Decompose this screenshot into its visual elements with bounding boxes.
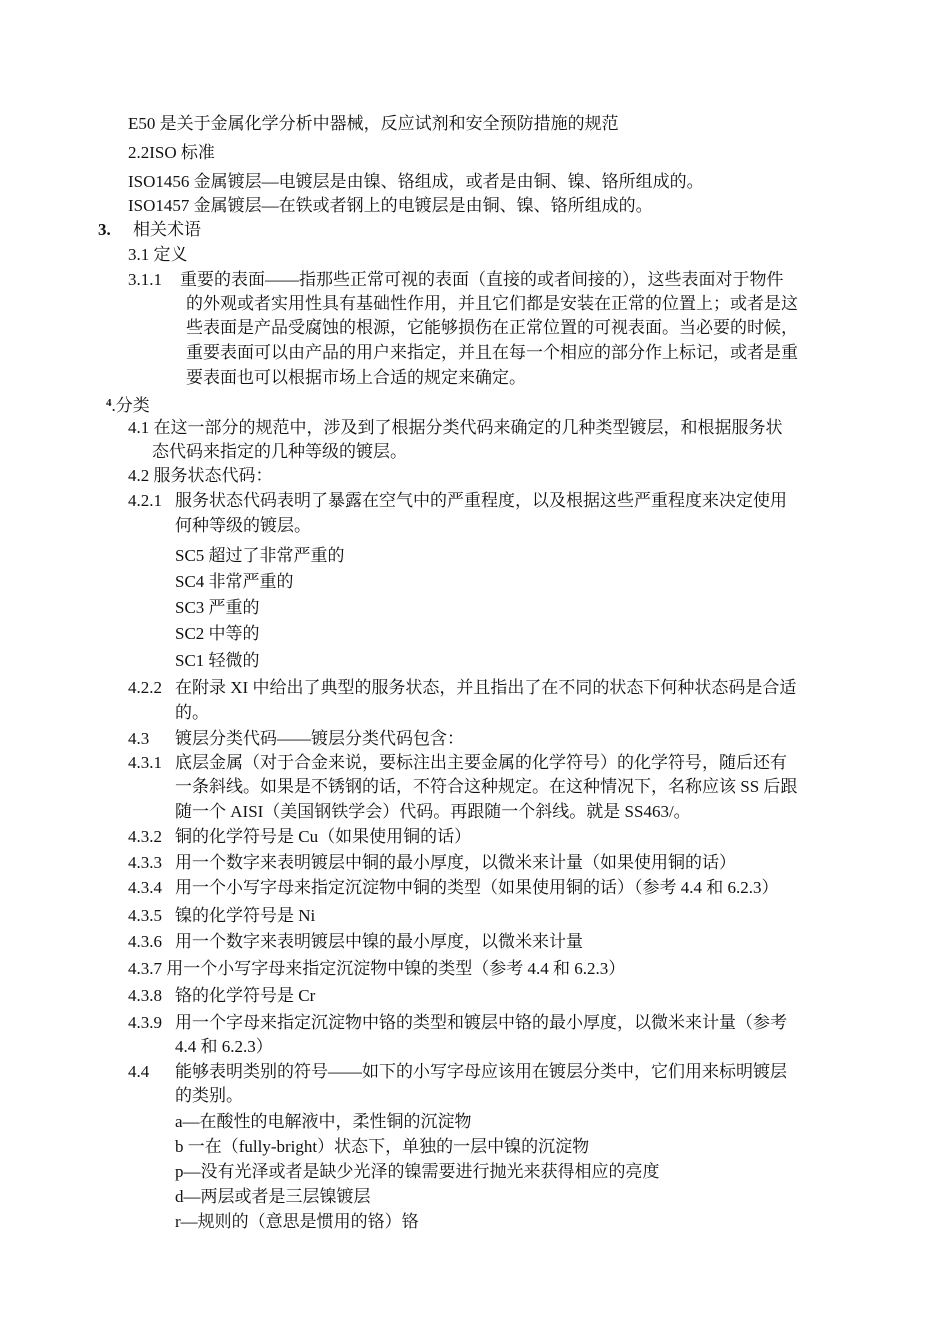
section-4-2-heading: 4.2 服务状态代码： xyxy=(128,466,273,485)
section-3-1-1-line-4: 重要表面可以由产品的用户来指定，并且在每一个相应的部分作上标记，或者是重 xyxy=(186,343,798,362)
section-4-2-2-line-2: 的。 xyxy=(175,703,209,722)
section-4-number: 4 xyxy=(106,397,112,409)
section-4-3-2-text: 铜的化学符号是 Cu（如果使用铜的话） xyxy=(175,827,472,846)
section-4-1-line-2: 态代码来指定的几种等级的镀层。 xyxy=(152,442,407,461)
section-4-3-8-text: 铬的化学符号是 Cr xyxy=(175,986,316,1005)
section-4-3-1-line-3: 随一个 AISI（美国钢铁学会）代码。再跟随一个斜线。就是 SS463/。 xyxy=(175,802,691,821)
section-3-1-1-line-3: 些表面是产品受腐蚀的根源，它能够损伤在正常位置的可视表面。当必要的时候， xyxy=(186,318,798,337)
section-3-1-1-line-2: 的外观或者实用性具有基础性作用，并且它们都是安装在正常的位置上；或者是这 xyxy=(186,294,798,313)
section-4-heading xyxy=(106,391,150,418)
section-4-3-6-text: 用一个数字来表明镀层中镍的最小厚度，以微米来计量 xyxy=(175,932,583,951)
section-4-4-line-2: 的类别。 xyxy=(175,1086,243,1105)
section-4-title: .分类 xyxy=(111,396,150,415)
section-4-3-5-number: 4.3.5 xyxy=(128,906,162,925)
section-4-3-8-number: 4.3.8 xyxy=(128,986,162,1005)
category-d-item: d—两层或者是三层镍镀层 xyxy=(175,1187,371,1206)
section-3-1-1-number: 3.1.1 xyxy=(128,270,162,289)
section-4-4-line-1: 能够表明类别的符号——如下的小写字母应该用在镀层分类中，它们用来标明镀层 xyxy=(175,1062,787,1081)
sc4-item: SC4 非常严重的 xyxy=(175,572,294,591)
section-4-3-2-number: 4.3.2 xyxy=(128,827,162,846)
sc5-item: SC5 超过了非常严重的 xyxy=(175,546,345,565)
section-3-1-1-line-1: 重要的表面——指那些正常可视的表面（直接的或者间接的），这些表面对于物件 xyxy=(180,270,784,289)
category-r-item: r—规则的（意思是惯用的铬）铬 xyxy=(175,1212,419,1231)
category-p-item: p—没有光泽或者是缺少光泽的镍需要进行抛光来获得相应的亮度 xyxy=(175,1162,660,1181)
section-4-3-4-number: 4.3.4 xyxy=(128,878,162,897)
sc1-item: SC1 轻微的 xyxy=(175,651,260,670)
section-4-3-text: 镀层分类代码——镀层分类代码包含： xyxy=(175,729,464,748)
e50-line: E50 是关于金属化学分析中器械，反应试剂和安全预防措施的规范 xyxy=(128,114,619,133)
section-4-3-1-line-1: 底层金属（对于合金来说，要标注出主要金属的化学符号）的化学符号，随后还有 xyxy=(175,753,787,772)
section-4-2-1-line-1: 服务状态代码表明了暴露在空气中的严重程度，以及根据这些严重程度来决定使用 xyxy=(175,491,787,510)
sc2-item: SC2 中等的 xyxy=(175,624,260,643)
section-4-3-4-text: 用一个小写字母来指定沉淀物中铜的类型（如果使用铜的话）（参考 4.4 和 6.2.3） xyxy=(175,878,779,897)
section-4-3-9-number: 4.3.9 xyxy=(128,1013,162,1032)
section-4-2-2-line-1: 在附录 XI 中给出了典型的服务状态，并且指出了在不同的状态下何种状态码是合适 xyxy=(175,678,797,697)
section-4-3-1-number: 4.3.1 xyxy=(128,753,162,772)
section-3-title: 相关术语 xyxy=(133,220,201,239)
section-4-3-7-line: 4.3.7 用一个小写字母来指定沉淀物中镍的类型（参考 4.4 和 6.2.3） xyxy=(128,959,626,978)
section-4-3-3-number: 4.3.3 xyxy=(128,853,162,872)
section-4-3-1-line-2: 一条斜线。如果是不锈钢的话，不符合这种规定。在这种情况下，名称应该 SS 后跟 xyxy=(175,777,798,796)
section-4-3-9-line-2: 4.4 和 6.2.3） xyxy=(175,1037,273,1056)
section-4-1-line-1: 4.1 在这一部分的规范中，涉及到了根据分类代码来确定的几种类型镀层，和根据服务状 xyxy=(128,418,783,437)
section-4-3-number: 4.3 xyxy=(128,729,150,748)
section-4-2-1-line-2: 何种等级的镀层。 xyxy=(175,516,311,535)
iso-standard-heading: 2.2ISO 标准 xyxy=(128,143,215,162)
iso1457-line: ISO1457 金属镀层—在铁或者钢上的电镀层是由铜、镍、铬所组成的。 xyxy=(128,196,653,215)
section-4-4-number: 4.4 xyxy=(128,1062,150,1081)
iso1456-line: ISO1456 金属镀层—电镀层是由镍、铬组成，或者是由铜、镍、铬所组成的。 xyxy=(128,172,704,191)
section-4-3-5-text: 镍的化学符号是 Ni xyxy=(175,906,316,925)
sc3-item: SC3 严重的 xyxy=(175,598,260,617)
section-3-1-1-line-5: 要表面也可以根据市场上合适的规定来确定。 xyxy=(186,368,526,387)
section-4-2-2-number: 4.2.2 xyxy=(128,678,162,697)
category-b-item: b 一在（fully-bright）状态下，单独的一层中镍的沉淀物 xyxy=(175,1137,590,1156)
section-3-number: 3. xyxy=(98,220,111,239)
category-a-item: a—在酸性的电解液中，柔性铜的沉淀物 xyxy=(175,1112,472,1131)
section-4-3-6-number: 4.3.6 xyxy=(128,932,162,951)
section-4-2-1-number: 4.2.1 xyxy=(128,491,162,510)
section-3-1-heading: 3.1 定义 xyxy=(128,245,188,264)
section-4-3-3-text: 用一个数字来表明镀层中铜的最小厚度，以微米来计量（如果使用铜的话） xyxy=(175,853,736,872)
section-4-3-9-line-1: 用一个字母来指定沉淀物中铬的类型和镀层中铬的最小厚度，以微米来计量（参考 xyxy=(175,1013,787,1032)
